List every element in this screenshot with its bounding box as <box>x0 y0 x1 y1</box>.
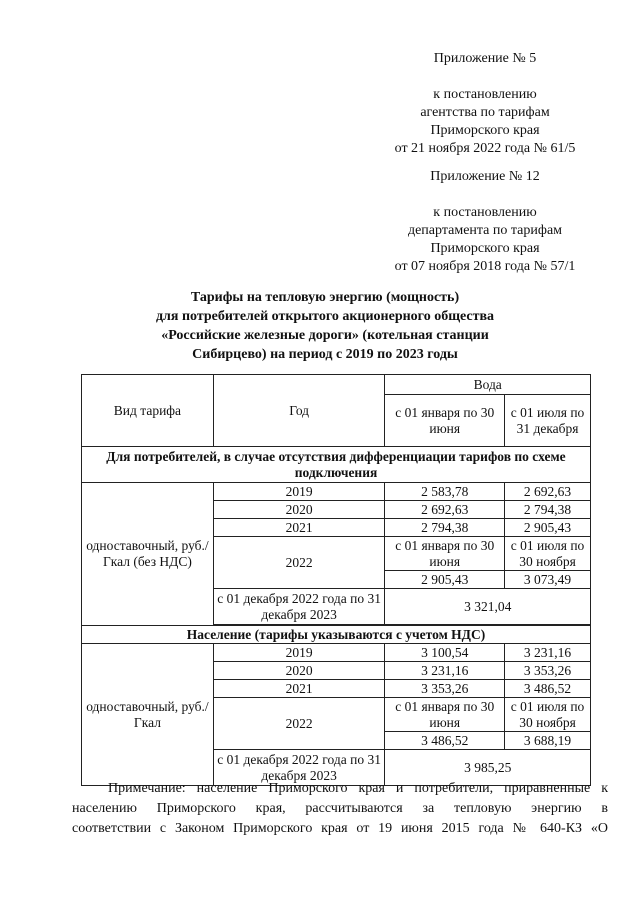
value-cell: 3 073,49 <box>505 571 591 589</box>
appendix-12-title: Приложение № 12 <box>430 169 540 184</box>
tariff-table <box>81 374 591 786</box>
appendix-5-block <box>370 50 600 158</box>
tariff-type-cell: одноставочный, руб./Гкал <box>82 644 214 786</box>
appendix-12-block <box>370 168 600 276</box>
value-cell: 3 688,19 <box>505 732 591 750</box>
section-title: Для потребителей, в случае отсутствия дифференциации тарифов по схеме подключения <box>82 447 591 483</box>
title-line: Сибирцево) на период с 2019 по 2023 годы <box>192 347 458 362</box>
footnote-line: соответствии с Законом Приморского края от 19 июня 2015 года № 640-КЗ «О <box>72 821 608 836</box>
value-cell: 3 486,52 <box>385 732 505 750</box>
value-cell: 2 905,43 <box>505 519 591 537</box>
header-first-half: с 01 января по 30 июня <box>385 395 505 447</box>
header-tariff-type: Вид тарифа <box>82 375 214 447</box>
appendix-5-line: к постановлению <box>433 87 537 102</box>
year-cell: 2021 <box>213 519 385 537</box>
value-cell: 3 353,26 <box>385 680 505 698</box>
table-row <box>82 644 591 662</box>
title-line: для потребителей открытого акционерного общества <box>155 309 495 324</box>
period-label-cell: с 01 января по 30 июня <box>385 698 505 732</box>
tariff-type-cell: одноставочный, руб./Гкал (без НДС) <box>82 483 214 626</box>
value-cell: 2 692,63 <box>505 483 591 501</box>
year-cell: 2019 <box>213 483 385 501</box>
appendix-5-title: Приложение № 5 <box>433 51 537 66</box>
year-cell: 2019 <box>213 644 385 662</box>
value-cell: 3 985,25 <box>385 750 591 786</box>
value-cell: 2 583,78 <box>385 483 505 501</box>
year-cell: 2020 <box>213 662 385 680</box>
table-header-row <box>82 375 591 395</box>
appendix-12-line: к постановлению <box>433 205 537 220</box>
title-line: «Российские железные дороги» (котельная станции <box>161 328 489 343</box>
appendix-5-line: агентства по тарифам <box>420 105 550 120</box>
value-cell: 2 692,63 <box>385 501 505 519</box>
value-cell: 2 794,38 <box>505 501 591 519</box>
appendix-5-line: от 21 ноября 2022 года № 61/5 <box>394 141 576 156</box>
value-cell: 3 231,16 <box>505 644 591 662</box>
table-row <box>82 483 591 501</box>
header-year: Год <box>213 375 385 447</box>
document-title <box>60 288 590 364</box>
value-cell: 2 794,38 <box>385 519 505 537</box>
footnote-line: Примечание: население Приморского края и потребители, приравненные к <box>108 781 608 796</box>
period-label-cell: с 01 июля по 30 ноября <box>505 698 591 732</box>
value-cell: 3 231,16 <box>385 662 505 680</box>
value-cell: 3 353,26 <box>505 662 591 680</box>
value-cell: 3 486,52 <box>505 680 591 698</box>
appendix-5-line: Приморского края <box>430 123 540 138</box>
period-cell: с 01 декабря 2022 года по 31 декабря 2023 <box>213 589 385 625</box>
title-line: Тарифы на тепловую энергию (мощность) <box>190 290 460 305</box>
year-cell: 2022 <box>213 698 385 750</box>
appendix-12-line: Приморского края <box>430 241 540 256</box>
appendix-12-line: от 07 ноября 2018 года № 57/1 <box>394 259 576 274</box>
section-title-row <box>82 626 591 644</box>
appendix-12-line: департамента по тарифам <box>407 223 563 238</box>
section-title: Население (тарифы указываются с учетом НДС) <box>82 626 591 644</box>
footnote-line: населению Приморского края, рассчитываются за тепловую энергию в <box>72 801 608 816</box>
year-cell: 2020 <box>213 501 385 519</box>
section-title-row <box>82 447 591 483</box>
period-cell: с 01 декабря 2022 года по 31 декабря 2023 <box>213 750 385 786</box>
period-label-cell: с 01 июля по 30 ноября <box>505 537 591 571</box>
year-cell: 2021 <box>213 680 385 698</box>
value-cell: 3 100,54 <box>385 644 505 662</box>
value-cell: 2 905,43 <box>385 571 505 589</box>
header-second-half: с 01 июля по 31 декабря <box>505 395 591 447</box>
footnote <box>72 779 608 839</box>
year-cell: 2022 <box>213 537 385 589</box>
period-label-cell: с 01 января по 30 июня <box>385 537 505 571</box>
value-cell: 3 321,04 <box>385 589 591 625</box>
header-water: Вода <box>385 375 591 395</box>
